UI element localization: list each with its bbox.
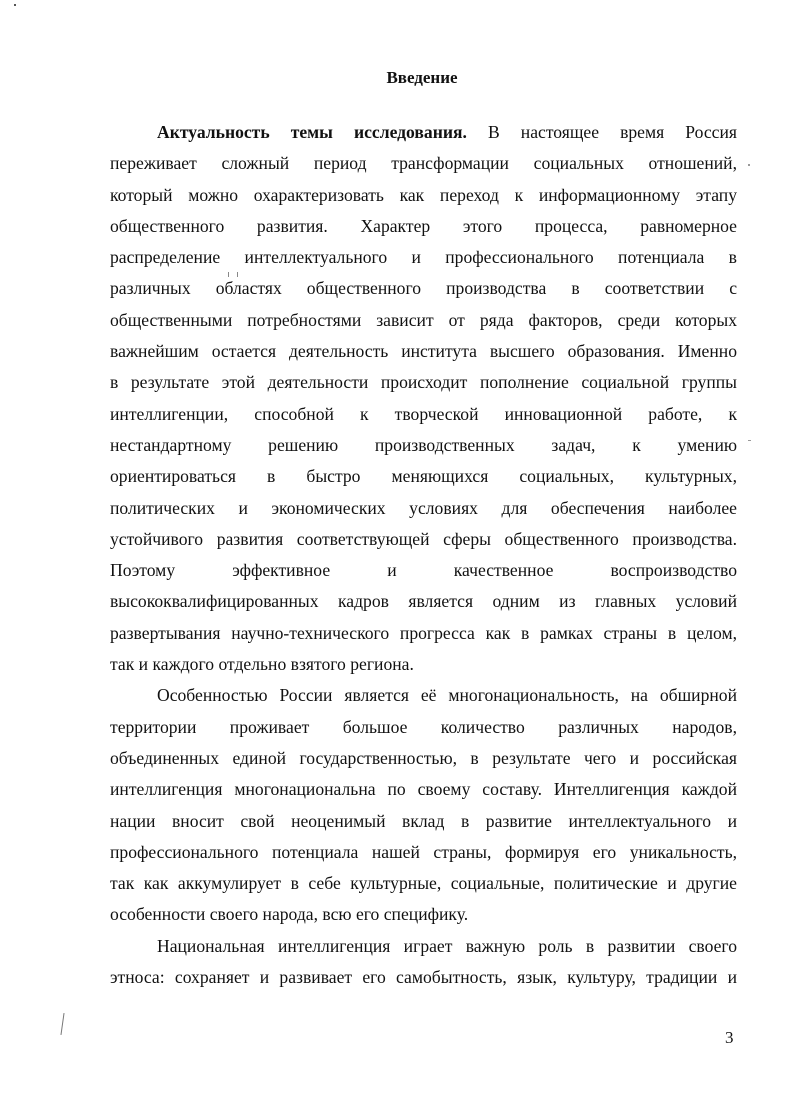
paragraph-line (110, 117, 737, 148)
paragraph-line: общественного развития. Характер этого процесса, равномерное (110, 215, 737, 236)
paragraph-line-text: В настоящее время Россия (466, 122, 737, 142)
paragraph-line: нестандартному решению производственных задач, к умению (110, 434, 737, 455)
scan-mark (237, 272, 238, 277)
body-text (110, 117, 737, 993)
paragraph-line: различных областях общественного производства в соответствии с (110, 278, 737, 299)
paragraph-line: который можно охарактеризовать как переход к информационному этапу (110, 184, 737, 205)
scan-mark (60, 1013, 64, 1035)
paragraph-line: интеллигенция многонациональна по своему составу. Интеллигенция каждой (110, 779, 737, 800)
paragraph-line: Особенностью России является её многонациональность, на обширной (157, 685, 737, 706)
paragraph-line: устойчивого развития соответствующей сферы общественного производства. (110, 528, 737, 549)
scan-mark (748, 164, 750, 166)
paragraph-line: ориентироваться в быстро меняющихся социальных, культурных, (110, 466, 737, 487)
paragraph-line: развертывания научно-технического прогресса как в рамках страны в целом, (110, 622, 737, 643)
paragraph-line: политических и экономических условиях для обеспечения наиболее (110, 497, 737, 518)
paragraph-line: территории проживает большое количество различных народов, (110, 716, 737, 737)
paragraph-line: нации вносит свой неоценимый вклад в развитие интеллектуального и (110, 810, 737, 831)
paragraph-line: распределение интеллектуального и профессионального потенциала в (110, 247, 737, 268)
scan-mark (228, 272, 229, 277)
paragraph-line: Поэтому эффективное и качественное воспроизводство (110, 560, 737, 581)
section-heading: Введение (386, 68, 458, 87)
paragraph-line: переживает сложный период трансформации социальных отношений, (110, 153, 737, 174)
paragraph-line: в результате этой деятельности происходит пополнение социальной группы (110, 372, 737, 393)
paragraph-line: особенности своего народа, всю его специфику. (110, 904, 469, 925)
paragraph-line: так и каждого отдельно взятого региона. (110, 654, 414, 675)
paragraph-line: важнейшим остается деятельность института высшего образования. Именно (110, 341, 737, 362)
paragraph-line: профессионального потенциала нашей страны, формируя его уникальность, (110, 841, 737, 862)
paragraph-line: общественными потребностями зависит от ряда факторов, среди которых (110, 309, 737, 330)
page-number: 3 (725, 1028, 734, 1047)
paragraph-lead: Актуальность темы исследования. (157, 122, 467, 142)
scan-mark (748, 440, 751, 441)
paragraph-line: объединенных единой государственностью, в результате чего и российская (110, 747, 737, 768)
paragraph-line: высококвалифицированных кадров является одним из главных условий (110, 591, 737, 612)
paragraph-line: Национальная интеллигенция играет важную роль в развитии своего (157, 935, 737, 956)
paragraph-line: интеллигенции, способной к творческой инновационной работе, к (110, 403, 737, 424)
paragraph-line: так как аккумулирует в себе культурные, социальные, политические и другие (110, 873, 737, 894)
paragraph-line: этноса: сохраняет и развивает его самобытность, язык, культуру, традиции и (110, 967, 737, 988)
scan-mark (14, 4, 16, 6)
